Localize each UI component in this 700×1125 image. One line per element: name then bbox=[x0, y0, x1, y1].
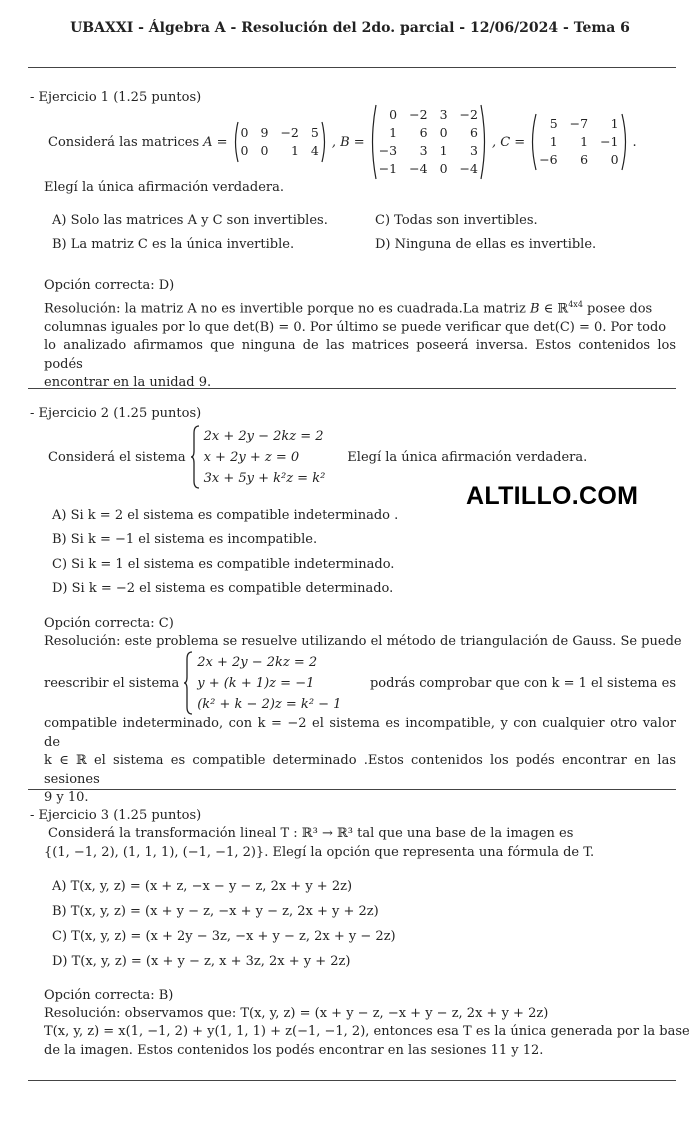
matrix-a bbox=[232, 121, 328, 163]
res-var: B bbox=[529, 301, 540, 317]
matrix-c-entry: 5 bbox=[549, 116, 558, 131]
matrix-b-entry: 0 bbox=[439, 161, 448, 176]
matrix-a-entry: 9 bbox=[260, 125, 269, 140]
exercise-3-option-d: D) T(x, y, z) = (x + y − z, x + 3z, 2x + y + 2z) bbox=[52, 954, 351, 969]
exercise-1-option-d: D) Ninguna de ellas es invertible. bbox=[375, 237, 597, 252]
exercise-3-option-a: A) T(x, y, z) = (x + z, −x − y − z, 2x + y + 2z) bbox=[52, 879, 353, 894]
res-text: reescribir el sistema bbox=[44, 675, 180, 691]
exercise-1-matrices bbox=[48, 104, 637, 180]
matrix-a-entry: 1 bbox=[290, 143, 299, 158]
exercise-1-intro: Considerá las matrices bbox=[48, 134, 200, 150]
matrix-b-entry: 3 bbox=[439, 107, 448, 122]
res-line: 9 y 10. bbox=[44, 790, 89, 805]
matrix-b-entry: −4 bbox=[409, 161, 428, 176]
exercise-2-resolution-line-1: Resolución: este problema se resuelve utilizando el método de triangulación de Gauss. Se puede bbox=[44, 634, 682, 649]
exercise-3-resolution-line-3: de la imagen. Estos contenidos los podés encontrar en las sesiones 11 y 12. bbox=[44, 1043, 544, 1058]
exercise-3-intro-2: {(1, −1, 2), (1, 1, 1), (−1, −1, 2)}. Elegí la opción que representa una fórmula de T. bbox=[44, 845, 595, 860]
matrix-c-entry: 0 bbox=[610, 152, 619, 167]
divider bbox=[28, 388, 676, 389]
exercise-2-option-c: C) Si k = 1 el sistema es compatible indeterminado. bbox=[52, 557, 395, 572]
exercise-3-resolution-line-1: Resolución: observamos que: T(x, y, z) = (x + y − z, −x + y − z, 2x + y + 2z) bbox=[44, 1006, 549, 1021]
matrix-b-entry: −2 bbox=[459, 107, 478, 122]
matrix-b bbox=[369, 104, 488, 180]
period: . bbox=[632, 134, 637, 150]
divider bbox=[28, 789, 676, 790]
matrix-c-entry: −7 bbox=[569, 116, 589, 131]
matrix-b-entry: 0 bbox=[389, 107, 398, 122]
matrix-c-entry: 1 bbox=[549, 134, 558, 149]
divider bbox=[28, 1080, 676, 1081]
matrix-c-entry: −6 bbox=[539, 152, 558, 167]
matrix-c bbox=[529, 113, 628, 171]
exercise-3-heading: - Ejercicio 3 (1.25 puntos) bbox=[30, 808, 202, 823]
exercise-2-heading: - Ejercicio 2 (1.25 puntos) bbox=[30, 406, 202, 421]
exercise-1-answer: Opción correcta: D) bbox=[44, 278, 175, 293]
exercise-2-resolution-rest bbox=[44, 715, 676, 808]
res-text: posee dos bbox=[582, 301, 653, 317]
matrix-c-label: , C = bbox=[491, 134, 526, 150]
res-text: podrás comprobar que con k = 1 el sistema es bbox=[369, 675, 676, 691]
altillo-logo: ALTILLO.COM bbox=[466, 482, 639, 510]
exercise-2-answer: Opción correcta: C) bbox=[44, 616, 174, 631]
exercise-2-option-b: B) Si k = −1 el sistema es incompatible. bbox=[52, 532, 318, 547]
left-brace bbox=[183, 651, 341, 715]
matrix-b-entry: 1 bbox=[439, 143, 448, 158]
exercise-1-option-b: B) La matriz C es la única invertible. bbox=[52, 237, 295, 252]
divider bbox=[28, 67, 676, 68]
matrix-b-entry: −3 bbox=[378, 143, 398, 158]
exercise-3-answer: Opción correcta: B) bbox=[44, 988, 174, 1003]
matrix-b-entry: 3 bbox=[419, 143, 428, 158]
exercise-3-option-b: B) T(x, y, z) = (x + y − z, −x + y − z, 2x + y + 2z) bbox=[52, 904, 379, 919]
matrix-b-entry: 1 bbox=[389, 125, 398, 140]
matrix-b-entry: −2 bbox=[409, 107, 428, 122]
matrix-b-entry: 0 bbox=[439, 125, 448, 140]
exercise-2-intro: Considerá el sistema bbox=[48, 449, 186, 465]
system-equation: 3x + 5y + k²z = k² bbox=[203, 470, 326, 486]
res-line: compatible indeterminado, con k = −2 el sistema es incompatible, y con cualquier otro valor de bbox=[44, 716, 676, 750]
matrix-a-entry: 4 bbox=[310, 143, 319, 158]
matrix-b-label: , B = bbox=[331, 134, 365, 150]
res-text: ∈ ℝ bbox=[539, 301, 569, 317]
exercise-2-option-a: A) Si k = 2 el sistema es compatible indeterminado . bbox=[52, 508, 399, 523]
exercise-2-resolution-system bbox=[44, 650, 676, 716]
res-line: encontrar en la unidad 9. bbox=[44, 375, 212, 391]
matrix-c-entry: 1 bbox=[580, 134, 589, 149]
res-sup: 4x4 bbox=[568, 300, 583, 309]
document-title: UBAXXI - Álgebra A - Resolución del 2do. parcial - 12/06/2024 - Tema 6 bbox=[70, 20, 630, 36]
system-equation: y + (k + 1)z = −1 bbox=[197, 675, 315, 691]
matrix-a-entry: 5 bbox=[310, 125, 319, 140]
matrix-a-entry: −2 bbox=[280, 125, 299, 140]
exercise-1-option-a: A) Solo las matrices A y C son invertibles. bbox=[52, 213, 328, 228]
matrix-c-entry: 6 bbox=[580, 152, 589, 167]
res-text: Resolución: la matriz A no es invertible porque no es cuadrada.La matriz bbox=[44, 301, 530, 317]
matrix-b-entry: 6 bbox=[470, 125, 478, 140]
system-equation: x + 2y + z = 0 bbox=[203, 449, 300, 465]
matrix-b-entry: −1 bbox=[378, 161, 398, 176]
matrix-a-label: A = bbox=[203, 134, 228, 150]
matrix-b-entry: 6 bbox=[419, 125, 428, 140]
exercise-2-instruction: Elegí la única afirmación verdadera. bbox=[347, 449, 588, 465]
res-line: k ∈ ℝ el sistema es compatible determinado .Estos contenidos los podés encontrar en las sesiones bbox=[44, 753, 676, 787]
system-equation: 2x + 2y − 2kz = 2 bbox=[203, 428, 324, 444]
res-line: lo analizado afirmamos que ninguna de las matrices poseerá inversa. Estos contenidos los podés bbox=[44, 338, 676, 372]
exercise-2-option-d: D) Si k = −2 el sistema es compatible determinado. bbox=[52, 581, 394, 596]
system-equation: 2x + 2y − 2kz = 2 bbox=[197, 654, 318, 670]
system-equation: (k² + k − 2)z = k² − 1 bbox=[197, 696, 342, 712]
matrix-b-entry: −4 bbox=[459, 161, 478, 176]
exercise-1-option-c: C) Todas son invertibles. bbox=[375, 213, 538, 228]
exercise-1-heading: - Ejercicio 1 (1.25 puntos) bbox=[30, 90, 202, 105]
matrix-a-entry: 0 bbox=[240, 143, 249, 158]
matrix-a-entry: 0 bbox=[260, 143, 269, 158]
exercise-1-resolution bbox=[44, 296, 676, 393]
exercise-1-instruction: Elegí la única afirmación verdadera. bbox=[44, 180, 284, 195]
exercise-3-option-c: C) T(x, y, z) = (x + 2y − 3z, −x + y − z, 2x + y − 2z) bbox=[52, 929, 396, 944]
matrix-c-entry: −1 bbox=[600, 134, 619, 149]
exercise-2-system bbox=[48, 424, 587, 490]
matrix-b-entry: 3 bbox=[470, 143, 478, 158]
matrix-a-entry: 0 bbox=[240, 125, 249, 140]
matrix-c-entry: 1 bbox=[610, 116, 619, 131]
exercise-3-resolution-line-2: T(x, y, z) = x(1, −1, 2) + y(1, 1, 1) + z(−1, −1, 2), entonces esa T es la única generada por la base bbox=[44, 1024, 690, 1039]
left-brace bbox=[190, 425, 326, 489]
exercise-3-intro-1: Considerá la transformación lineal T : ℝ³ → ℝ³ tal que una base de la imagen es bbox=[48, 826, 574, 841]
res-line: columnas iguales por lo que det(B) = 0. Por último se puede verificar que det(C) = 0. Por todo bbox=[44, 319, 667, 335]
